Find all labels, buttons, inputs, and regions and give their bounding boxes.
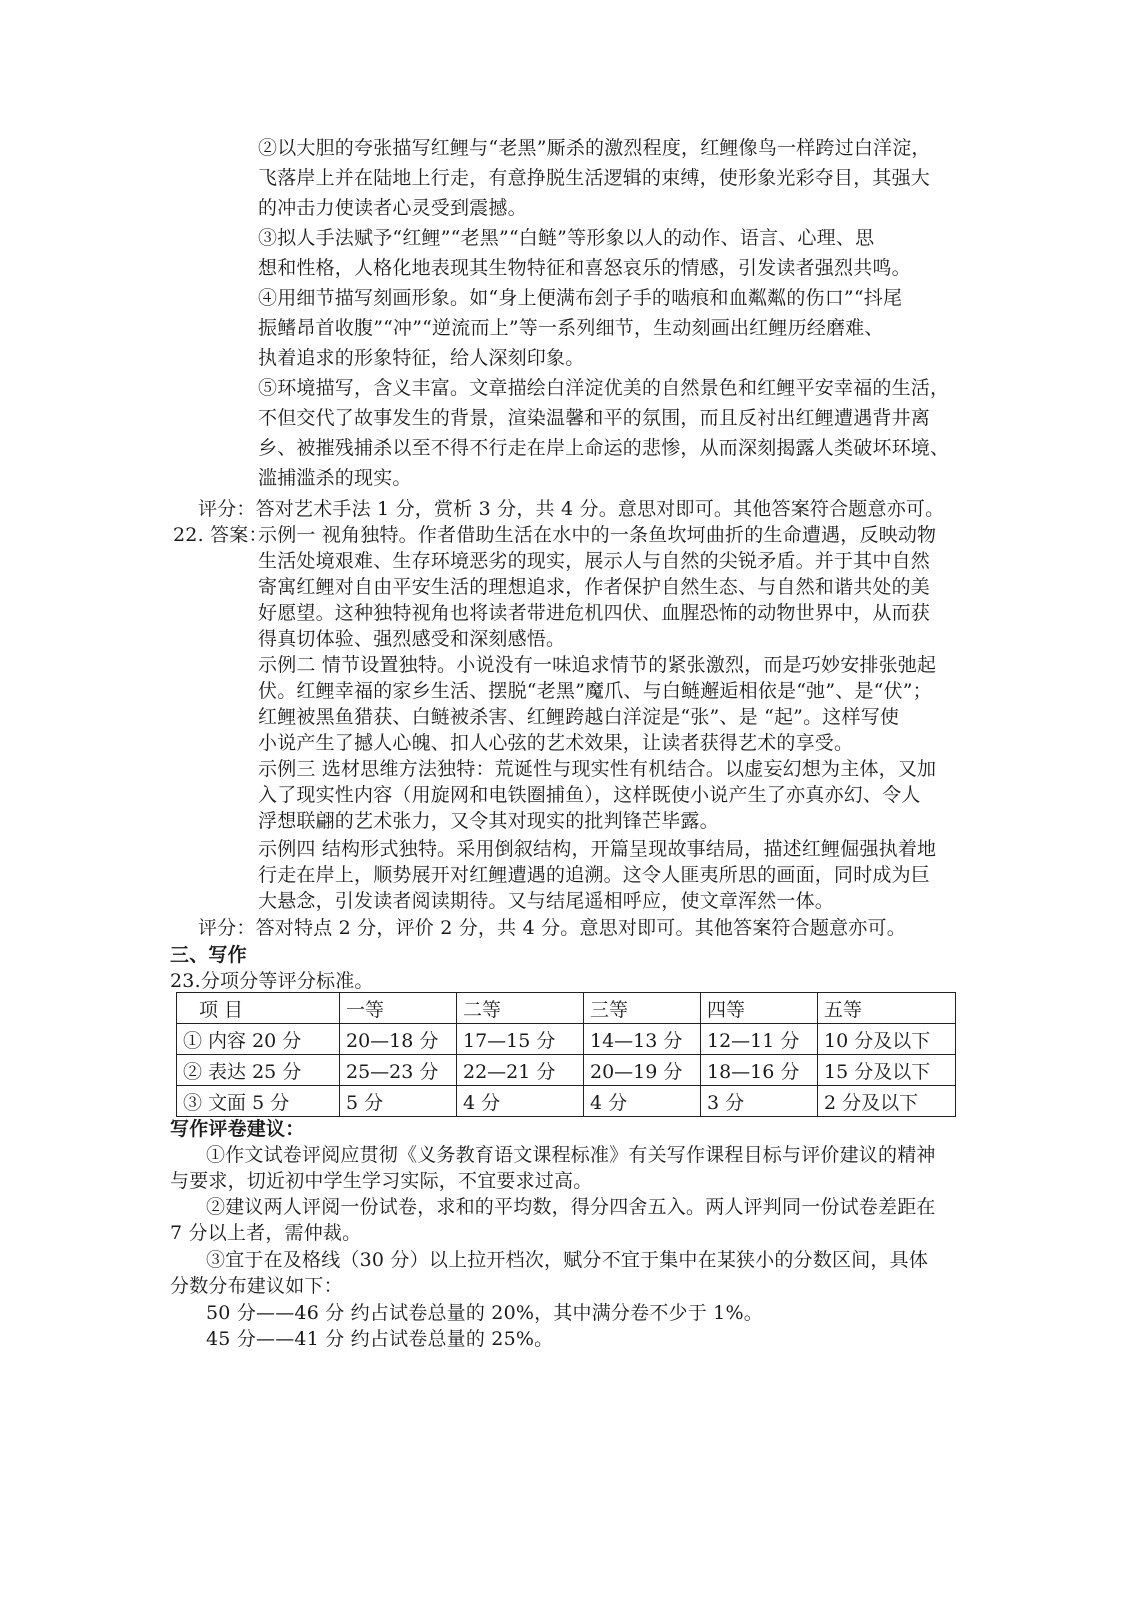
table-cell: 14—13 分	[584, 1024, 701, 1055]
text-line: 大悬念，引发读者阅读期待。又与结尾遥相呼应，使文章浑然一体。	[258, 890, 835, 912]
text-line: 7 分以上者，需仲裁。	[170, 1222, 362, 1244]
table-cell: 18—16 分	[701, 1055, 818, 1086]
table-cell: ③ 文面 5 分	[177, 1086, 340, 1117]
table-cell: 20—18 分	[340, 1024, 457, 1055]
table-cell: 12—11 分	[701, 1024, 818, 1055]
table-header-cell: 五等	[818, 993, 956, 1024]
text-line: ④用细节描写刻画形象。如“身上便满布刽子手的啮痕和血粼粼的伤口”“抖尾	[258, 287, 903, 309]
table-cell: 10 分及以下	[818, 1024, 956, 1055]
table-cell: 22—21 分	[457, 1055, 584, 1086]
text-line: 行走在岸上，顺势展开对红鲤遭遇的追溯。这令人匪夷所思的画面，同时成为巨	[258, 864, 931, 886]
text-line: 好愿望。这种独特视角也将读者带进危机四伏、血腥恐怖的动物世界中，从而获	[258, 602, 931, 624]
table-cell: ② 表达 25 分	[177, 1055, 340, 1086]
text-line: 红鲤被黑鱼猎获、白鲢被杀害、红鲤跨越白洋淀是“张”、是 “起”。这样写使	[258, 706, 900, 728]
text-line: ①作文试卷评阅应贯彻《义务教育语文课程标准》有关写作课程目标与评价建议的精神	[206, 1144, 936, 1166]
table-header-cell: 二等	[457, 993, 584, 1024]
text-line: 得真切体验、强烈感受和深刻感悟。	[258, 628, 566, 650]
table-cell: 4 分	[457, 1086, 584, 1117]
scoring-note-22: 评分：答对特点 2 分，评价 2 分，共 4 分。意思对即可。其他答案符合题意亦可。	[198, 917, 906, 939]
table-header-cell: 四等	[701, 993, 818, 1024]
text-line: 浮想联翩的艺术张力，又令其对现实的批判锋芒毕露。	[258, 810, 719, 832]
text-line: ⑤环境描写，含义丰富。文章描绘白洋淀优美的自然景色和红鲤平安幸福的生活，	[258, 377, 950, 399]
text-line: ②建议两人评阅一份试卷，求和的平均数，得分四舍五入。两人评判同一份试卷差距在	[206, 1196, 936, 1218]
text-line: 入了现实性内容（用旋网和电铁圈捕鱼），这样既使小说产生了亦真亦幻、令人	[258, 784, 921, 806]
advice-heading: 写作评卷建议：	[170, 1118, 305, 1140]
text-line: 振鳍昂首收腹”“冲”“逆流而上”等一系列细节，生动刻画出红鲤历经磨难、	[258, 317, 884, 339]
text-line: ③宜于在及格线（30 分）以上拉开档次，赋分不宜于集中在某狭小的分数区间，具体	[206, 1249, 929, 1271]
text-line: 示例四 结构形式独特。采用倒叙结构，开篇呈现故事结局，描述红鲤倔强执着地	[258, 838, 937, 860]
table-header-cell: 一等	[340, 993, 457, 1024]
text-line: 飞落岸上并在陆地上行走，有意挣脱生活逻辑的束缚，使形象光彩夺目，其强大	[258, 167, 931, 189]
text-line: ②以大胆的夸张描写红鲤与“老黑”厮杀的激烈程度，红鲤像鸟一样跨过白洋淀，	[258, 137, 931, 159]
question-22-label: 22. 答案：	[173, 524, 268, 546]
table-cell: ① 内容 20 分	[177, 1024, 340, 1055]
text-line: 示例三 选材思维方法独特：荒诞性与现实性有机结合。以虚妄幻想为主体，又加	[258, 758, 937, 780]
table-cell: 15 分及以下	[818, 1055, 956, 1086]
text-line: 寄寓红鲤对自由平安生活的理想追求，作者保护自然生态、与自然和谐共处的美	[258, 576, 931, 598]
table-cell: 3 分	[701, 1086, 818, 1117]
text-line: 示例一 视角独特。作者借助生活在水中的一条鱼坎坷曲折的生命遭遇，反映动物	[258, 524, 937, 546]
table-row	[177, 1055, 956, 1086]
table-header-cell: 项 目	[177, 993, 340, 1024]
text-line: 生活处境艰难、生存环境恶劣的现实，展示人与自然的尖锐矛盾。并于其中自然	[258, 550, 931, 572]
text-line: 不但交代了故事发生的背景，渲染温馨和平的氛围，而且反衬出红鲤遭遇背井离	[258, 407, 931, 429]
table-row	[177, 1086, 956, 1117]
text-line: 执着追求的形象特征，给人深刻印象。	[258, 347, 585, 369]
table-header-row	[177, 993, 956, 1024]
text-line: 小说产生了撼人心魄、扣人心弦的艺术效果，让读者获得艺术的享受。	[258, 732, 854, 754]
text-line: 乡、被摧残捕杀以至不得不行走在岸上命运的悲惨，从而深刻揭露人类破坏环境、	[258, 437, 950, 459]
text-line: 想和性格，人格化地表现其生物特征和喜怒哀乐的情感，引发读者强烈共鸣。	[258, 257, 911, 279]
table-row	[177, 1024, 956, 1055]
table-cell: 20—19 分	[584, 1055, 701, 1086]
section-heading-writing: 三、写作	[170, 944, 247, 966]
text-line: 伏。红鲤幸福的家乡生活、摆脱“老黑”魔爪、与白鲢邂逅相依是“弛”、是“伏”；	[258, 680, 932, 702]
score-distribution-line: 45 分——41 分 约占试卷总量的 25%。	[206, 1328, 554, 1350]
scoring-note-21: 评分：答对艺术手法 1 分，赏析 3 分，共 4 分。意思对即可。其他答案符合题意亦可。	[198, 498, 945, 520]
table-cell: 5 分	[340, 1086, 457, 1117]
table-cell: 4 分	[584, 1086, 701, 1117]
text-line: 滥捕滥杀的现实。	[258, 467, 412, 489]
scoring-table	[176, 992, 956, 1117]
text-line: 与要求，切近初中学生学习实际，不宜要求过高。	[170, 1170, 593, 1192]
text-line: 分数分布建议如下：	[170, 1275, 343, 1297]
question-23-title: 23.分项分等评分标准。	[170, 970, 374, 992]
text-line: 的冲击力使读者心灵受到震撼。	[258, 197, 527, 219]
text-line: 示例二 情节设置独特。小说没有一味追求情节的紧张激烈，而是巧妙安排张弛起	[258, 654, 937, 676]
text-line: ③拟人手法赋予“红鲤”“老黑”“白鲢”等形象以人的动作、语言、心理、思	[258, 227, 875, 249]
table-header-cell: 三等	[584, 993, 701, 1024]
table-cell: 2 分及以下	[818, 1086, 956, 1117]
table-cell: 25—23 分	[340, 1055, 457, 1086]
table-cell: 17—15 分	[457, 1024, 584, 1055]
score-distribution-line: 50 分——46 分 约占试卷总量的 20%，其中满分卷不少于 1%。	[206, 1302, 763, 1324]
